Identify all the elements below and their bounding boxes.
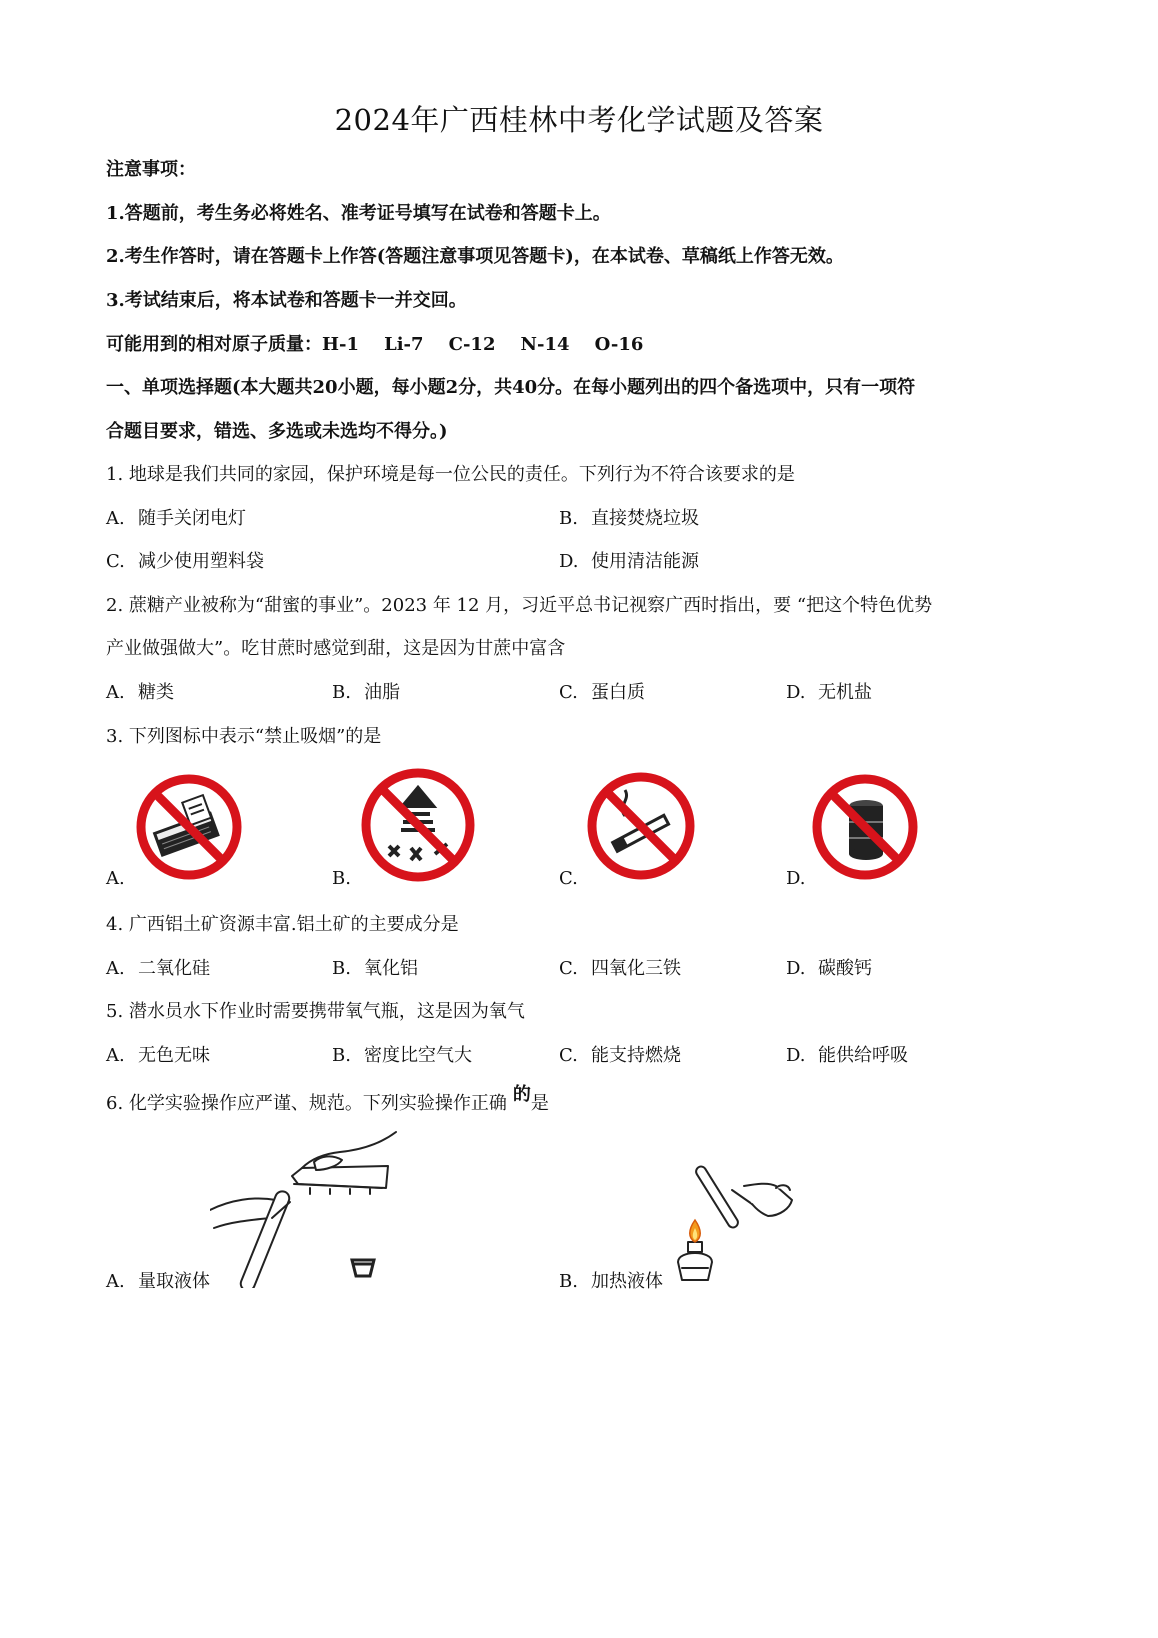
pouring-liquid-icon	[210, 1122, 410, 1288]
q1-option-a: A. 随手关闭电灯	[106, 508, 246, 529]
no-oil-barrel-sign-icon	[810, 772, 920, 882]
atomic-mass-line: 可能用到的相对原子质量：H-1 Li-7 C-12 N-14 O-16	[106, 334, 644, 355]
notice-heading: 注意事项：	[106, 159, 196, 180]
q3-option-c: C.	[559, 868, 578, 889]
q6-option-a: A. 量取液体	[106, 1271, 210, 1292]
no-smoking-sign-icon	[585, 770, 697, 882]
q3-option-d: D.	[786, 868, 806, 889]
q2-stem-line-2: 产业做强做大”。吃甘蔗时感觉到甜，这是因为甘蔗中富含	[106, 638, 566, 659]
q1-option-c: C. 减少使用塑料袋	[106, 551, 264, 572]
q3-option-b: B.	[332, 868, 351, 889]
q3-stem: 3. 下列图标中表示“禁止吸烟”的是	[106, 726, 382, 747]
notice-item-3: 3.考试结束后，将本试卷和答题卡一并交回。	[106, 290, 467, 311]
q1-option-d: D. 使用清洁能源	[559, 551, 699, 572]
q2-option-c: C. 蛋白质	[559, 682, 645, 703]
notice-item-2: 2.考生作答时，请在答题卡上作答(答题注意事项见答题卡)，在本试卷、草稿纸上作答无效。	[106, 246, 844, 267]
q2-option-a: A. 糖类	[106, 682, 174, 703]
q3-options-row	[106, 868, 1066, 892]
no-fireworks-sign-icon	[359, 766, 477, 884]
q4-option-c: C. 四氧化三铁	[559, 958, 681, 979]
q2-options-row	[106, 678, 1066, 702]
section-heading-line-2: 合题目要求，错选、多选或未选均不得分。)	[106, 421, 448, 442]
q6-option-b: B. 加热液体	[559, 1271, 663, 1292]
q5-options-row	[106, 1041, 1066, 1065]
q6-options-row	[106, 1267, 1066, 1291]
q1-options-row-1	[106, 504, 1066, 528]
q5-option-a: A. 无色无味	[106, 1045, 210, 1066]
no-matches-sign-icon	[134, 772, 244, 882]
page-title: 2024年广西桂林中考化学试题及答案	[334, 103, 824, 137]
section-heading-line-1: 一、单项选择题(本大题共20小题，每小题2分，共40分。在每小题列出的四个备选项中，只有一项符	[106, 377, 916, 398]
q4-option-a: A. 二氧化硅	[106, 958, 210, 979]
q5-option-d: D. 能供给呼吸	[786, 1045, 908, 1066]
q2-option-b: B. 油脂	[332, 682, 400, 703]
q4-options-row	[106, 954, 1066, 978]
q2-stem-line-1: 2. 蔗糖产业被称为“甜蜜的事业”。2023 年 12 月，习近平总书记视察广西时指出，要 “把这个特色优势	[106, 595, 933, 616]
q1-option-b: B. 直接焚烧垃圾	[559, 508, 699, 529]
q4-option-d: D. 碳酸钙	[786, 958, 872, 979]
q3-option-a: A.	[106, 868, 125, 889]
q5-option-c: C. 能支持燃烧	[559, 1045, 681, 1066]
notice-item-1: 1.答题前，考生务必将姓名、准考证号填写在试卷和答题卡上。	[106, 203, 611, 224]
q4-stem: 4. 广西铝土矿资源丰富.铝土矿的主要成分是	[106, 914, 459, 935]
q6-stem: 6. 化学实验操作应严谨、规范。下列实验操作正确 的是	[106, 1084, 549, 1114]
q4-option-b: B. 氧化铝	[332, 958, 418, 979]
q5-stem: 5. 潜水员水下作业时需要携带氧气瓶，这是因为氧气	[106, 1001, 525, 1022]
q5-option-b: B. 密度比空气大	[332, 1045, 472, 1066]
q1-options-row-2	[106, 547, 1066, 571]
q1-stem: 1. 地球是我们共同的家园，保护环境是每一位公民的责任。下列行为不符合该要求的是	[106, 464, 795, 485]
q2-option-d: D. 无机盐	[786, 682, 872, 703]
